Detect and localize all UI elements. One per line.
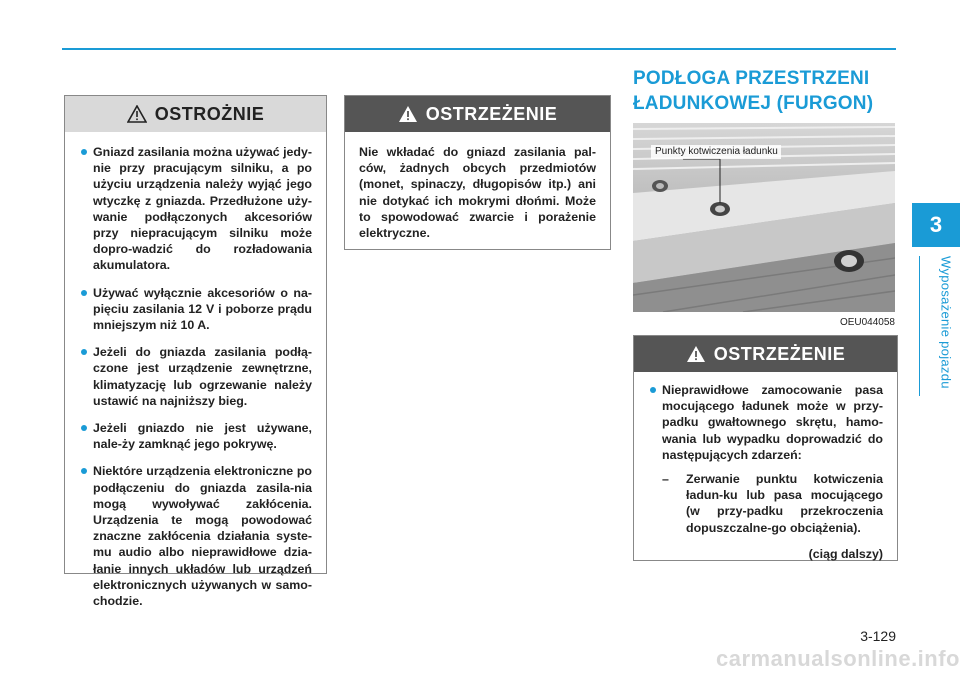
caution-item: Niektóre urządzenia elektroniczne po podłączeniu do gniazda zasila-nia mogą wywoływać zakłócenia. Urządzenia te mogą powodować znaczne zakłócenia działania syste-mu audio albo nieprawidłowe dzia-łanie innych układów lub urządzeń elektronicznych używanych w samo-chodzie. xyxy=(79,463,312,609)
caution-item: Używać wyłącznie akcesoriów o na-pięciu zasilania 12 V i poborze prądu mniejszym niż 10 A. xyxy=(79,285,312,334)
chapter-divider xyxy=(919,256,920,396)
caution-item: Jeżeli do gniazda zasilania podłą-czone jest urządzenie zewnętrzne, klimatyzację lub ogrzewanie należy ustawić na najniższy bieg. xyxy=(79,344,312,409)
caution-header xyxy=(65,96,326,132)
watermark: carmanualsonline.info xyxy=(716,646,960,671)
top-rule xyxy=(62,48,896,50)
warning-1-body xyxy=(345,132,610,249)
caution-triangle-icon xyxy=(127,105,147,123)
warning-1-text: Nie wkładać do gniazd zasilania pal-ców, żadnych obcych przedmiotów (monet, spinaczy, długopisów itp.) ani nie dotykać ich mokrymi dłońmi. Może to spowodować zwarcie i porażenie elektryczne. xyxy=(359,145,596,241)
warning-1-title: OSTRZEŻENIE xyxy=(425,103,558,124)
cargo-floor-photo xyxy=(633,123,895,312)
section-heading: PODŁOGA PRZESTRZENI ŁADUNKOWEJ (FURGON) xyxy=(633,68,874,114)
image-code: OEU044058 xyxy=(839,317,895,328)
warning-2-dash-item xyxy=(648,471,883,536)
warning-triangle-icon xyxy=(686,345,706,363)
warning-box-2 xyxy=(633,335,898,561)
caution-item: Gniazd zasilania można używać jedy-nie przy pracującym silniku, a po użyciu urządzenia należy wyjąć jego wtyczkę z gniazda. Przedłużone uży-wanie podłączonych akcesoriów przy niepracującym silniku może dopro-wadzić do rozładowania akumulatora. xyxy=(79,144,312,274)
warning-2-body xyxy=(634,372,897,570)
warning-box-1 xyxy=(344,95,611,250)
warning-triangle-icon xyxy=(398,105,418,123)
warning-1-header xyxy=(345,96,610,132)
caution-body xyxy=(65,132,326,628)
caution-box xyxy=(64,95,327,609)
chapter-tab[interactable]: 3 xyxy=(912,203,960,247)
warning-2-title: OSTRZEŻENIE xyxy=(713,343,846,364)
callout-label: Punkty kotwiczenia ładunku xyxy=(655,146,778,157)
continued-note: (ciąg dalszy) xyxy=(808,546,883,561)
dash-mark: – xyxy=(662,472,669,487)
chapter-label: Wyposażenie pojazdu xyxy=(938,256,954,389)
caution-title: OSTROŻNIE xyxy=(154,103,265,124)
dash-item-text: Zerwanie punktu kotwiczenia ładun-ku lub pasa mocującego (w przy-padku przekroczenia dopuszczalne-go obciążenia). xyxy=(686,472,883,535)
page-number: 3-129 xyxy=(860,628,896,644)
warning-2-header xyxy=(634,336,897,372)
warning-2-bullet: Nieprawidłowe zamocowanie pasa mocującego ładunek może w przy-padku gwałtownego skrętu, hamo-wania lub wypadku doprowadzić do następujących zdarzeń: xyxy=(648,382,883,463)
caution-item: Jeżeli gniazdo nie jest używane, nale-ży zamknąć jego pokrywę. xyxy=(79,420,312,452)
